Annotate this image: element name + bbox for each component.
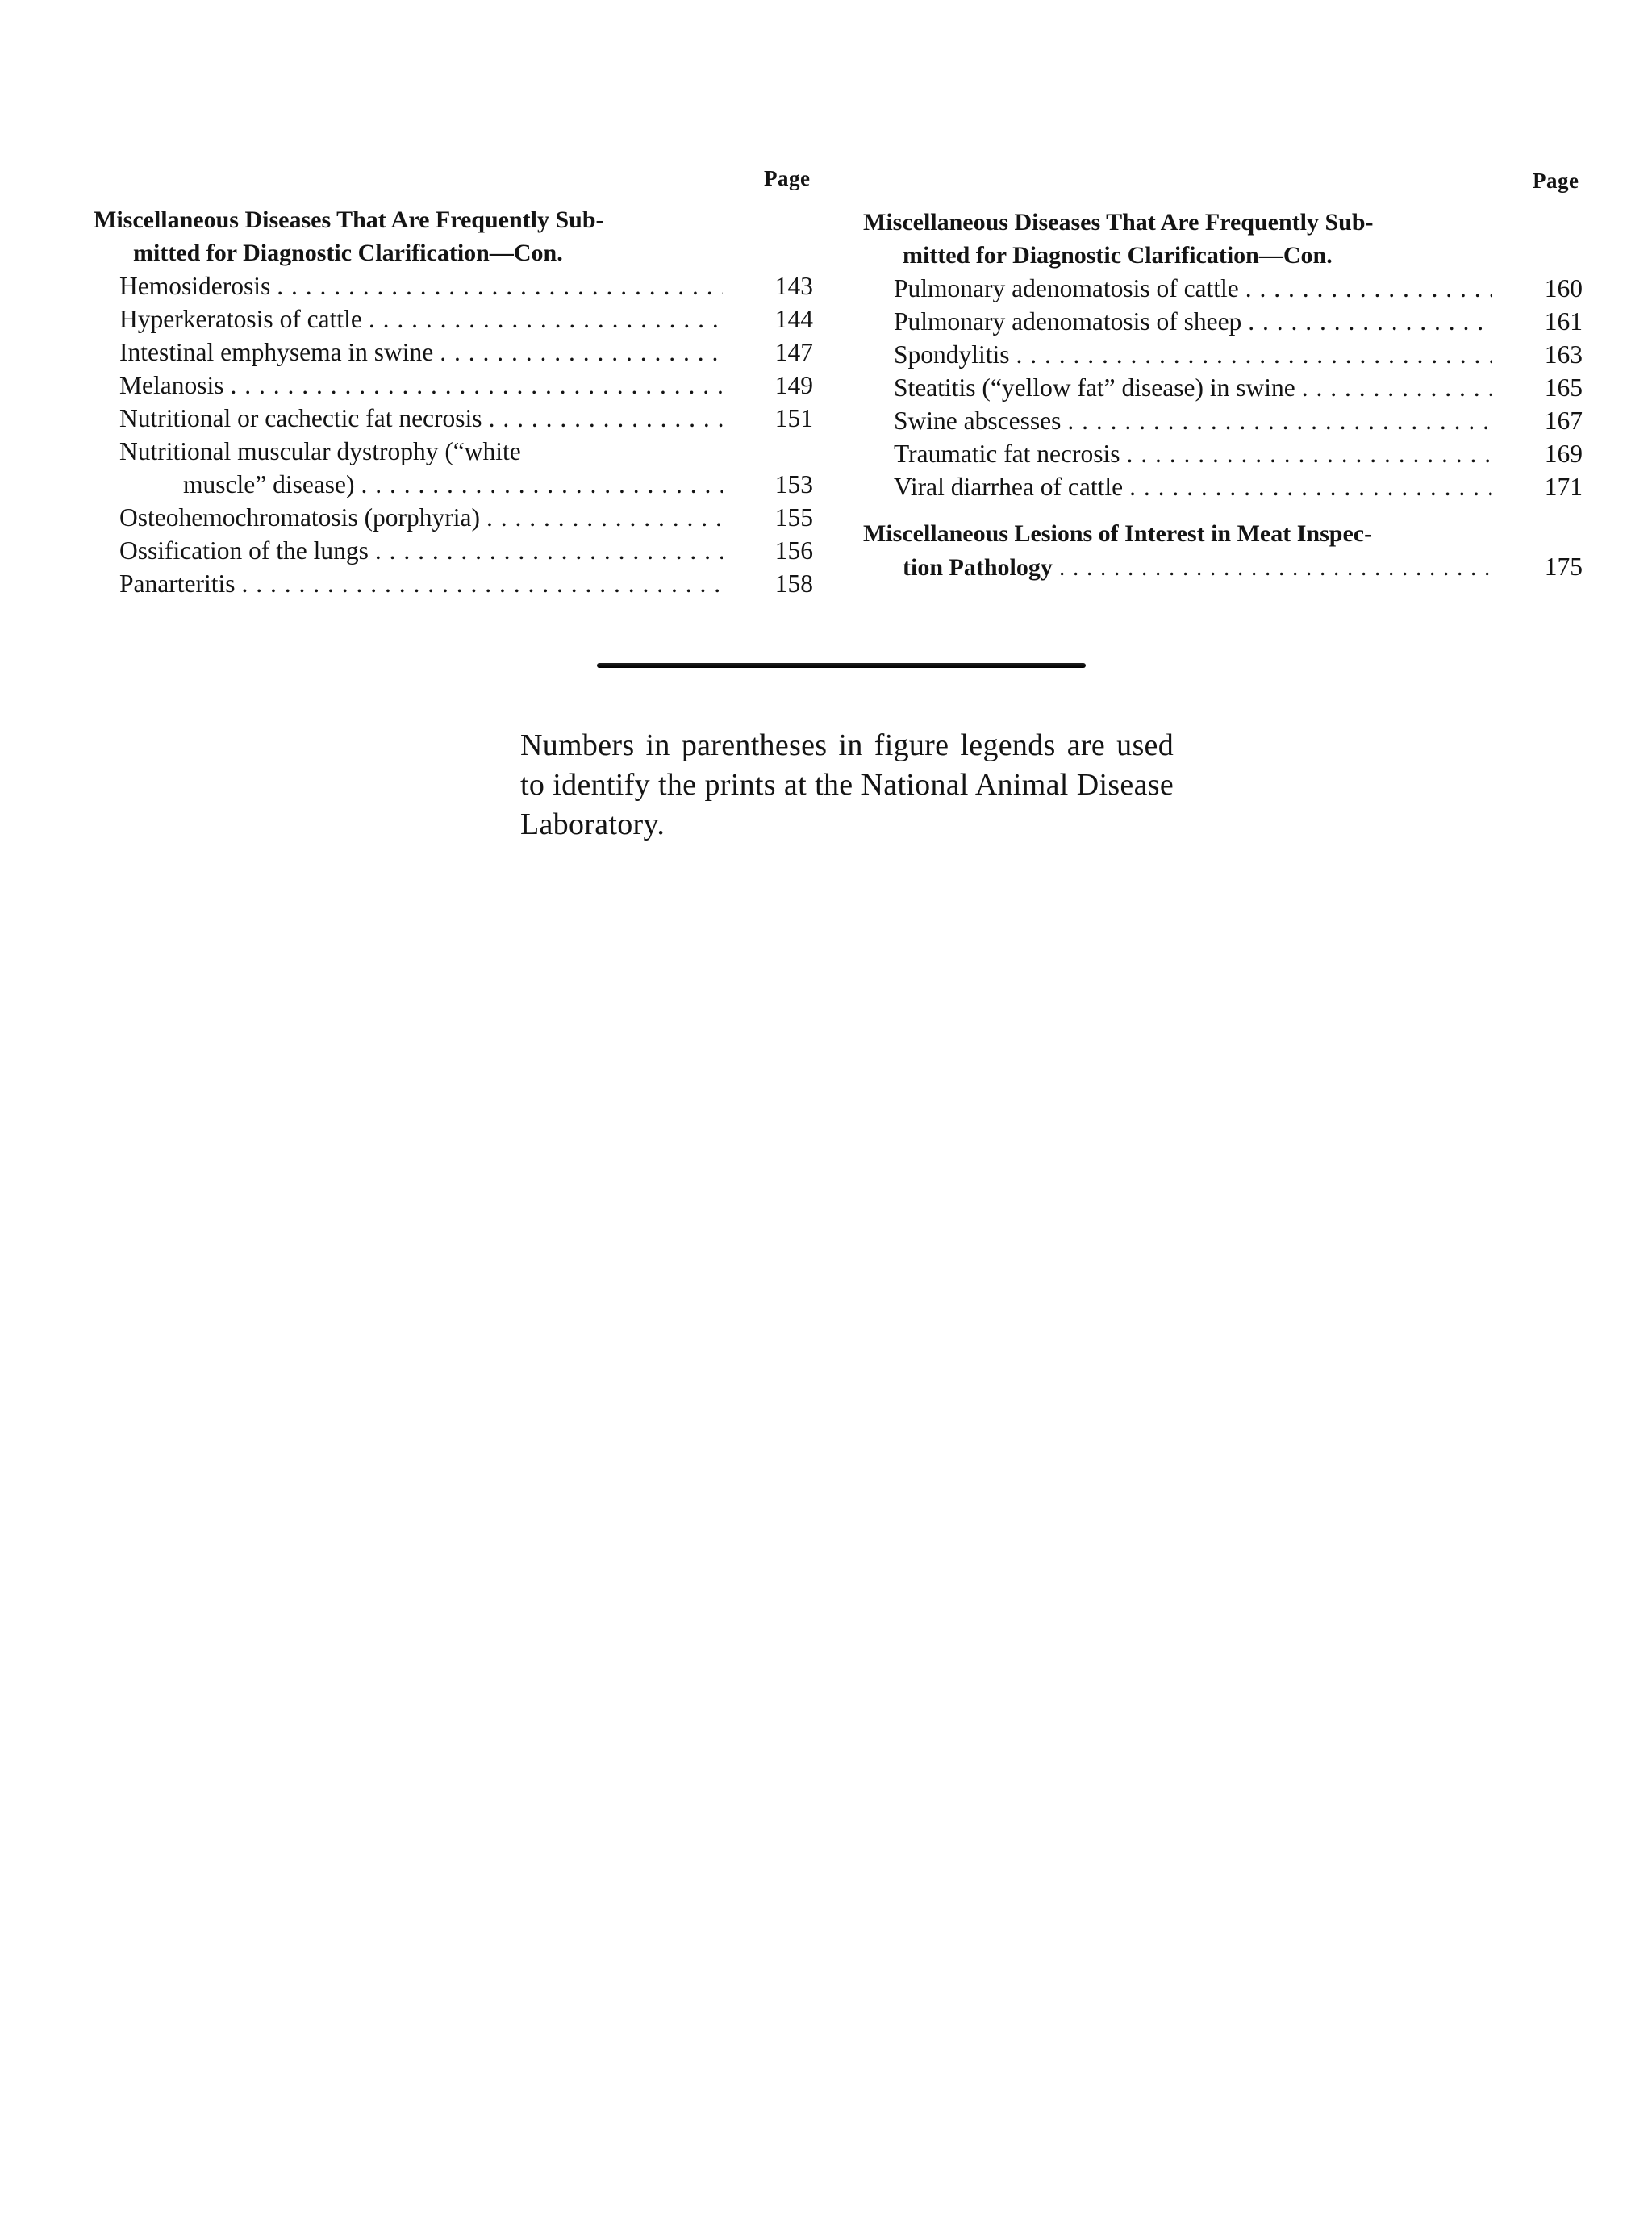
toc-entry-title: tion Pathology <box>903 554 1053 581</box>
toc-entry-page: 165 <box>1544 373 1583 402</box>
toc-entry-title: Pulmonary adenomatosis of sheep <box>894 307 1242 336</box>
leader-dots <box>440 336 723 369</box>
toc-entry-title: Hemosiderosis <box>119 272 271 300</box>
toc-right-column <box>863 206 1583 584</box>
toc-left-column <box>94 203 813 600</box>
figure-legend-note: Numbers in parentheses in figure legends are used to identify the prints at the National Animal Disease Laboratory. <box>520 728 1174 841</box>
toc-entry-page: 155 <box>774 503 813 532</box>
section-heading-lesions-line1: Miscellaneous Lesions of Interest in Meat Inspec- <box>863 520 1373 547</box>
leader-dots <box>1302 371 1492 404</box>
toc-entry-title: Viral diarrhea of cattle <box>894 473 1124 501</box>
section-heading-lesions-line2 <box>863 550 1583 584</box>
toc-entry-title: Traumatic fat necrosis <box>894 440 1120 468</box>
toc-entry[interactable] <box>119 567 813 600</box>
toc-entry-line1 <box>119 435 813 468</box>
leader-dots <box>1245 272 1492 305</box>
toc-entry-page: 144 <box>774 305 813 333</box>
toc-entry[interactable] <box>894 404 1583 437</box>
section-divider-rule <box>597 663 1086 668</box>
toc-entry-title: Pulmonary adenomatosis of cattle <box>894 274 1239 302</box>
toc-left-entries <box>94 269 813 600</box>
toc-entry-title: Spondylitis <box>894 340 1010 369</box>
leader-dots <box>231 369 724 402</box>
toc-entry-title: Intestinal emphysema in swine <box>119 338 434 366</box>
toc-entry-page: 143 <box>774 272 813 300</box>
toc-entry-title: Panarteritis <box>119 569 236 598</box>
toc-entry-line2 <box>119 468 813 501</box>
toc-entry-page: 158 <box>774 569 813 598</box>
toc-entry-page: 175 <box>1544 553 1583 581</box>
toc-entry[interactable] <box>894 338 1583 371</box>
toc-entry-page: 171 <box>1544 473 1583 501</box>
toc-entry-multiline[interactable] <box>119 435 813 501</box>
toc-entry-page: 156 <box>774 536 813 565</box>
toc-entry[interactable] <box>119 302 813 336</box>
leader-dots <box>361 468 723 501</box>
toc-entry-title: Ossification of the lungs <box>119 536 369 565</box>
leader-dots <box>1067 404 1492 437</box>
page-column-label-right: Page <box>1533 169 1579 193</box>
toc-entry-title: Steatitis (“yellow fat” disease) in swine <box>894 373 1295 402</box>
toc-entry[interactable] <box>119 402 813 435</box>
toc-entry-title: Melanosis <box>119 371 224 399</box>
leader-dots <box>486 501 723 534</box>
toc-entry-page: 160 <box>1544 274 1583 302</box>
leader-dots <box>1248 305 1492 338</box>
toc-entry-title-continued: muscle” disease) <box>183 470 355 498</box>
toc-entry-page: 153 <box>774 470 813 498</box>
toc-entry[interactable] <box>894 305 1583 338</box>
toc-entry-page: 169 <box>1544 440 1583 468</box>
toc-section-lesions[interactable] <box>863 517 1583 584</box>
toc-entry[interactable] <box>119 269 813 302</box>
page-column-label-left: Page <box>764 166 811 190</box>
leader-dots <box>1016 338 1492 371</box>
section-heading-right <box>863 206 1583 272</box>
toc-entry-page: 151 <box>774 404 813 432</box>
toc-entry[interactable] <box>894 272 1583 305</box>
toc-entry-page: 149 <box>774 371 813 399</box>
toc-entry-page: 147 <box>774 338 813 366</box>
toc-entry-page: 161 <box>1544 307 1583 336</box>
section-heading-right-line1: Miscellaneous Diseases That Are Frequently Sub- <box>863 209 1374 236</box>
leader-dots <box>241 567 723 600</box>
toc-entry[interactable] <box>119 501 813 534</box>
toc-entry-page: 163 <box>1544 340 1583 369</box>
leader-dots <box>375 534 723 567</box>
toc-entry-title: Osteohemochromatosis (porphyria) <box>119 503 481 532</box>
toc-entry-title: Hyperkeratosis of cattle <box>119 305 362 333</box>
leader-dots <box>1059 551 1492 584</box>
toc-entry-title: Nutritional muscular dystrophy (“white <box>119 437 521 465</box>
toc-entry-title: Nutritional or cachectic fat necrosis <box>119 404 482 432</box>
toc-entry[interactable] <box>894 437 1583 470</box>
section-heading-left-line2: mitted for Diagnostic Clarification—Con. <box>133 240 563 266</box>
toc-right-entries <box>863 272 1583 503</box>
toc-entry[interactable] <box>119 336 813 369</box>
toc-entry[interactable] <box>119 534 813 567</box>
leader-dots <box>369 302 723 336</box>
toc-entry-page: 167 <box>1544 407 1583 435</box>
section-heading-right-line2: mitted for Diagnostic Clarification—Con. <box>903 242 1333 269</box>
toc-entry[interactable] <box>894 371 1583 404</box>
leader-dots <box>489 402 723 435</box>
leader-dots <box>277 269 723 302</box>
toc-entry[interactable] <box>119 369 813 402</box>
section-heading-left <box>94 203 813 269</box>
leader-dots <box>1127 437 1492 470</box>
section-heading-left-line1: Miscellaneous Diseases That Are Frequently Sub- <box>94 206 604 233</box>
toc-entry-title: Swine abscesses <box>894 407 1062 435</box>
leader-dots <box>1129 470 1492 503</box>
toc-entry[interactable] <box>894 470 1583 503</box>
